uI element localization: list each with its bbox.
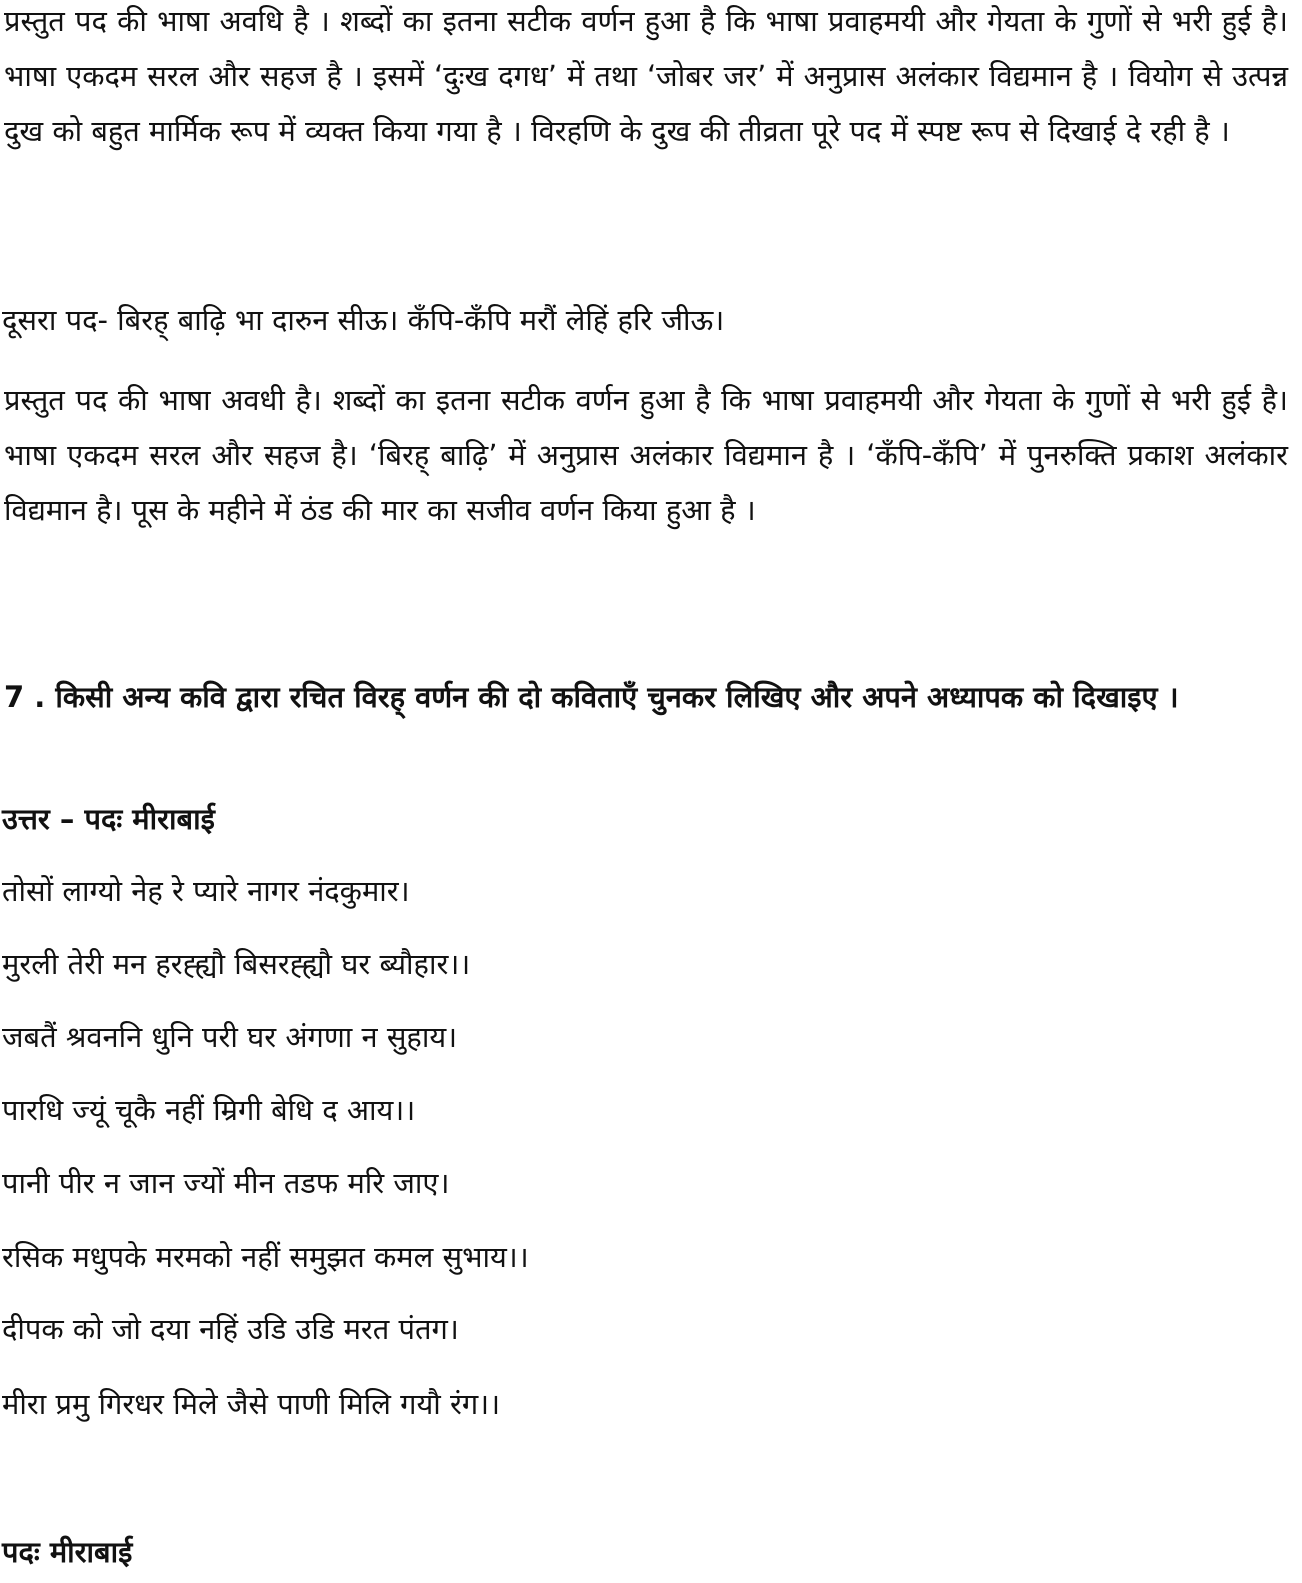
poem-line: मीरा प्रमु गिरधर मिले जैसे पाणी मिलि गयौ रंग।। bbox=[2, 1387, 501, 1421]
poem-line: रसिक मधुपके मरमको नहीं समुझत कमल सुभाय।। bbox=[2, 1240, 529, 1274]
poem-line: मुरली तेरी मन हरह्ह्यौ बिसरह्ह्यौ घर ब्यौहार।। bbox=[2, 947, 471, 981]
second-verse-line: दूसरा पद- बिरह् बाढ़ि भा दारुन सीऊ। कँपि-कँपि मरौं लेहिं हरि जीऊ। bbox=[2, 303, 725, 337]
poem-line: पानी पीर न जान ज्यों मीन तडफ मरि जाए। bbox=[2, 1166, 450, 1200]
paragraph-analysis-second-verse: प्रस्तुत पद की भाषा अवधी है। शब्दों का इतना सटीक वर्णन हुआ है कि भाषा प्रवाहमयी और गेयता के गुणों से भरी हुई है। भाषा एकदम सरल और सहज है। ‘बिरह् बाढ़ि’ में अनुप्रास अलंकार विद्यमान है । ‘कँपि-कँपि’ में पुनरुक्ति प्रकाश अलंकार विद्यमान है। पूस के महीने में ठंड की मार का सजीव वर्णन किया हुआ है । bbox=[4, 383, 1288, 527]
poem-line: दीपक को जो दया नहिं उडि उडि मरत पंतग। bbox=[2, 1312, 459, 1346]
question-7: 7 . किसी अन्य कवि द्वारा रचित विरह् वर्णन की दो कविताएँ चुनकर लिखिए और अपने अध्यापक को दिखाइए । bbox=[4, 680, 1179, 714]
paragraph-analysis-first-verse: प्रस्तुत पद की भाषा अवधि है । शब्दों का इतना सटीक वर्णन हुआ है कि भाषा प्रवाहमयी और गेयता के गुणों से भरी हुई है। भाषा एकदम सरल और सहज है । इसमें ‘दुःख दगध’ में तथा ‘जोबर जर’ में अनुप्रास अलंकार विद्यमान है । वियोग से उत्पन्न दुख को बहुत मार्मिक रूप में व्यक्त किया गया है । विरहणि के दुख की तीव्रता पूरे पद में स्पष्ट रूप से दिखाई दे रही है । bbox=[4, 4, 1288, 148]
answer-heading: उत्तर – पदः मीराबाई bbox=[2, 802, 215, 836]
poem-line: पारधि ज्यूं चूकै नहीं म्रिगी बेधि द आय।। bbox=[2, 1093, 416, 1127]
poem-line: जबतैं श्रवननि धुनि परी घर अंगणा न सुहाय। bbox=[2, 1020, 458, 1054]
poem-line: तोसों लाग्यो नेह रे प्यारे नागर नंदकुमार। bbox=[2, 874, 410, 908]
next-poem-heading: पदः मीराबाई bbox=[2, 1535, 133, 1569]
